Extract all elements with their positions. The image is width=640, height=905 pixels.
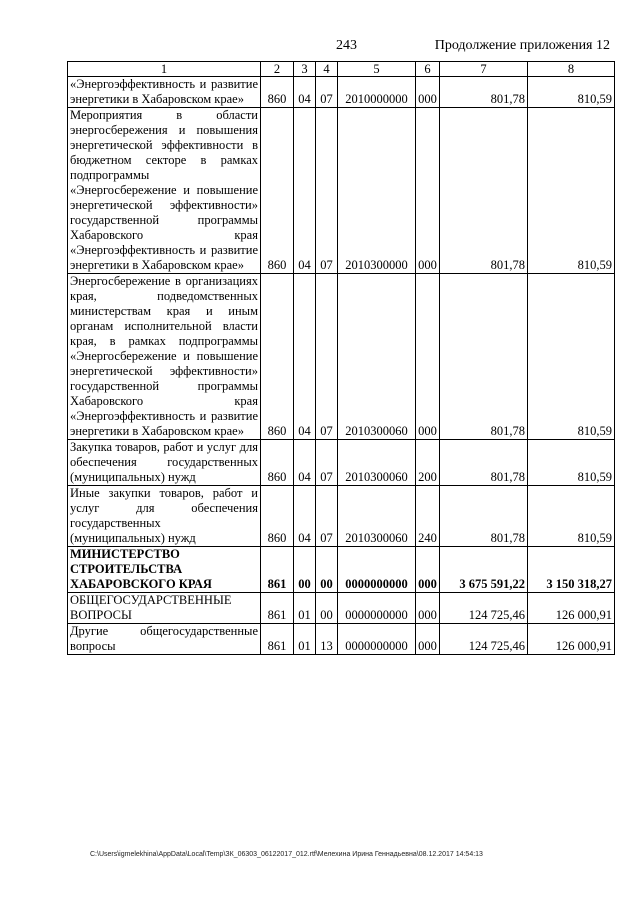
- column-header: 3: [294, 62, 316, 77]
- page-number: 243: [336, 38, 357, 53]
- target-article-code: 2010000000: [338, 77, 416, 108]
- table-row: [68, 624, 615, 655]
- row-name: МИНИСТЕРСТВО СТРОИТЕЛЬСТВА ХАБАРОВСКОГО КРАЯ: [68, 547, 261, 593]
- amount-col7: 801,78: [440, 77, 528, 108]
- target-article-code: 0000000000: [338, 593, 416, 624]
- target-article-code: 2010300060: [338, 486, 416, 547]
- column-header: 8: [528, 62, 615, 77]
- row-name: «Энергоэффективность и развитие энергетики в Хабаровском крае»: [68, 77, 261, 108]
- expense-type-code: 000: [416, 274, 440, 440]
- expense-type-code: 000: [416, 77, 440, 108]
- expense-type-code: 000: [416, 593, 440, 624]
- target-article-code: 2010300060: [338, 440, 416, 486]
- table-header-row: [68, 62, 615, 77]
- row-name: Энергосбережение в организациях края, подведомственных министерствам края и иным органам исполнительной власти края, в рамках подпрограммы «Энергосбережение и повышение энергетической эффективности» государственной программы Хабаровского края «Энергоэффективность и развитие энергетики в Хабаровском крае»: [68, 274, 261, 440]
- amount-col7: 801,78: [440, 486, 528, 547]
- ministry-code: 860: [261, 77, 294, 108]
- section-code: 04: [294, 440, 316, 486]
- table-row: [68, 593, 615, 624]
- expense-type-code: 000: [416, 108, 440, 274]
- column-header: 7: [440, 62, 528, 77]
- table-row: [68, 486, 615, 547]
- amount-col7: 801,78: [440, 108, 528, 274]
- file-path-footer: C:\Users\igmelekhina\AppData\Local\Temp\ЗК_06303_06122017_012.rtf\Мелехина Ирина Геннадьевна\08.12.2017 14:54:13: [90, 851, 483, 858]
- subsection-code: 07: [316, 440, 338, 486]
- target-article-code: 0000000000: [338, 624, 416, 655]
- target-article-code: 2010300000: [338, 108, 416, 274]
- ministry-code: 861: [261, 593, 294, 624]
- amount-col8: 126 000,91: [528, 593, 615, 624]
- table-row: [68, 77, 615, 108]
- amount-col8: 126 000,91: [528, 624, 615, 655]
- column-header: 6: [416, 62, 440, 77]
- amount-col8: 3 150 318,27: [528, 547, 615, 593]
- amount-col7: 801,78: [440, 274, 528, 440]
- amount-col8: 810,59: [528, 440, 615, 486]
- amount-col8: 810,59: [528, 108, 615, 274]
- section-code: 01: [294, 593, 316, 624]
- amount-col8: 810,59: [528, 486, 615, 547]
- column-header: 1: [68, 62, 261, 77]
- table-row: [68, 440, 615, 486]
- target-article-code: 0000000000: [338, 547, 416, 593]
- table-row: [68, 108, 615, 274]
- amount-col7: 124 725,46: [440, 593, 528, 624]
- subsection-code: 07: [316, 274, 338, 440]
- section-code: 04: [294, 108, 316, 274]
- subsection-code: 00: [316, 593, 338, 624]
- subsection-code: 13: [316, 624, 338, 655]
- row-name: Закупка товаров, работ и услуг для обеспечения государственных (муниципальных) нужд: [68, 440, 261, 486]
- row-name: Другие общегосударственные вопросы: [68, 624, 261, 655]
- row-name: Мероприятия в области энергосбережения и повышения энергетической эффективности в бюджетном секторе в рамках подпрограммы «Энергосбережение и повышение энергетической эффективности» государственной программы Хабаровского края «Энергоэффективность и развитие энергетики в Хабаровском крае»: [68, 108, 261, 274]
- ministry-code: 860: [261, 486, 294, 547]
- ministry-code: 861: [261, 624, 294, 655]
- amount-col8: 810,59: [528, 274, 615, 440]
- table-row: [68, 274, 615, 440]
- amount-col7: 801,78: [440, 440, 528, 486]
- subsection-code: 07: [316, 108, 338, 274]
- amount-col8: 810,59: [528, 77, 615, 108]
- expense-type-code: 240: [416, 486, 440, 547]
- subsection-code: 00: [316, 547, 338, 593]
- row-name: Иные закупки товаров, работ и услуг для обеспечения государственных (муниципальных) нужд: [68, 486, 261, 547]
- section-code: 00: [294, 547, 316, 593]
- row-name: ОБЩЕГОСУДАРСТВЕННЫЕ ВОПРОСЫ: [68, 593, 261, 624]
- target-article-code: 2010300060: [338, 274, 416, 440]
- column-header: 4: [316, 62, 338, 77]
- section-code: 04: [294, 486, 316, 547]
- ministry-code: 860: [261, 274, 294, 440]
- column-header: 5: [338, 62, 416, 77]
- budget-table: [67, 61, 615, 655]
- table-row: [68, 547, 615, 593]
- subsection-code: 07: [316, 486, 338, 547]
- ministry-code: 860: [261, 440, 294, 486]
- ministry-code: 860: [261, 108, 294, 274]
- section-code: 04: [294, 274, 316, 440]
- section-code: 04: [294, 77, 316, 108]
- appendix-caption: Продолжение приложения 12: [434, 38, 610, 53]
- column-header: 2: [261, 62, 294, 77]
- subsection-code: 07: [316, 77, 338, 108]
- expense-type-code: 000: [416, 624, 440, 655]
- section-code: 01: [294, 624, 316, 655]
- expense-type-code: 200: [416, 440, 440, 486]
- expense-type-code: 000: [416, 547, 440, 593]
- amount-col7: 3 675 591,22: [440, 547, 528, 593]
- ministry-code: 861: [261, 547, 294, 593]
- amount-col7: 124 725,46: [440, 624, 528, 655]
